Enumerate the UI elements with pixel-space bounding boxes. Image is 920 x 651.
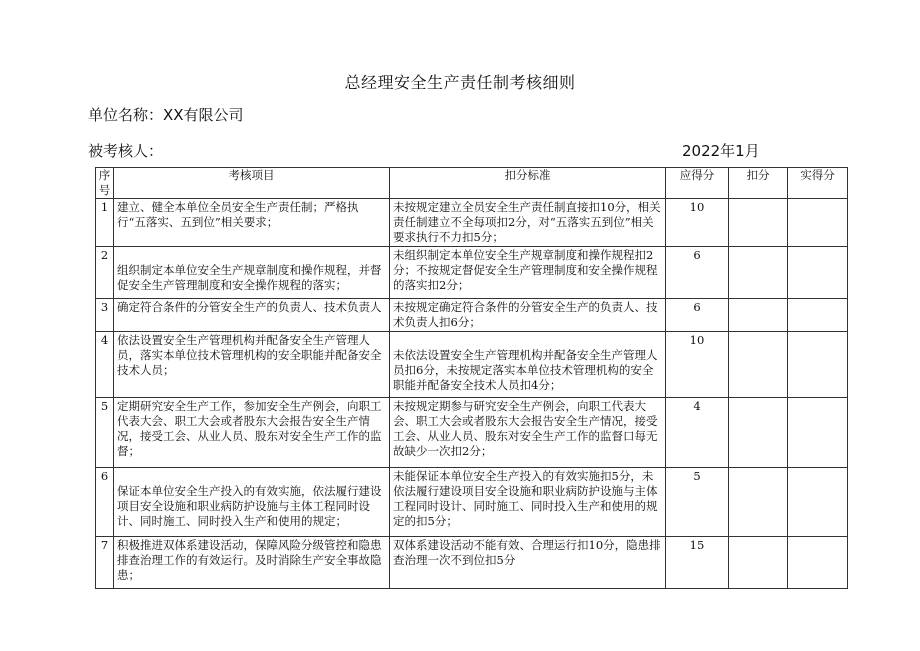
table-row xyxy=(96,299,848,332)
row-points: 5 xyxy=(666,468,729,537)
row-points: 10 xyxy=(666,199,729,247)
row-deduct[interactable] xyxy=(729,247,788,299)
header-points: 应得分 xyxy=(666,168,729,199)
row-deduct[interactable] xyxy=(729,468,788,537)
row-actual[interactable] xyxy=(788,332,848,398)
row-actual[interactable] xyxy=(788,199,848,247)
table-row xyxy=(96,537,848,589)
row-points: 6 xyxy=(666,299,729,332)
row-criteria: 未依法设置安全生产管理机构并配备安全生产管理人员扣6分，未按规定落实本单位技术管理机构的安全职能并配备安全技术人员扣4分； xyxy=(393,348,658,392)
row-points: 15 xyxy=(666,537,729,589)
assessment-date: 2022年1月 xyxy=(682,142,760,160)
row-actual[interactable] xyxy=(788,247,848,299)
row-deduct[interactable] xyxy=(729,299,788,332)
table-header-row xyxy=(96,168,848,199)
row-deduct[interactable] xyxy=(729,332,788,398)
row-no: 2 xyxy=(96,247,114,299)
row-no: 7 xyxy=(96,537,114,589)
row-criteria: 未组织制定本单位安全生产规章制度和操作规程扣2分；不按规定督促安全生产管理制度和安全操作规程的落实扣2分； xyxy=(390,247,666,299)
row-criteria: 未能保证本单位安全生产投入的有效实施扣5分，未依法履行建设项目安全设施和职业病防护设施与主体工程同时设计、同时施工、同时投入生产和使用的规定的扣5分； xyxy=(390,468,666,537)
row-item: 组织制定本单位安全生产规章制度和操作规程，并督促安全生产管理制度和安全操作规程的落实； xyxy=(117,263,382,292)
row-item: 确定符合条件的分管安全生产的负责人、技术负责人 xyxy=(114,299,390,332)
row-no: 6 xyxy=(96,468,114,537)
header-item: 考核项目 xyxy=(114,168,390,199)
row-deduct[interactable] xyxy=(729,537,788,589)
row-no: 3 xyxy=(96,299,114,332)
table-row xyxy=(96,247,848,299)
row-actual[interactable] xyxy=(788,398,848,468)
header-criteria: 扣分标准 xyxy=(390,168,666,199)
header-no: 序号 xyxy=(96,168,114,199)
table-row xyxy=(96,468,848,537)
row-actual[interactable] xyxy=(788,299,848,332)
unit-name-label: 单位名称：XX有限公司 xyxy=(88,106,244,124)
row-no: 1 xyxy=(96,199,114,247)
row-actual[interactable] xyxy=(788,468,848,537)
row-criteria: 未按规定建立全员安全生产责任制直接扣10分，相关责任制建立不全每项扣2分，对“五落实五到位”相关要求执行不力扣5分； xyxy=(390,199,666,247)
header-actual: 实得分 xyxy=(788,168,848,199)
assessment-table xyxy=(95,167,848,589)
row-deduct[interactable] xyxy=(729,199,788,247)
row-criteria: 未按规定期参与研究安全生产例会，向职工代表大会、职工大会或者股东大会报告安全生产情况，接受工会、从业人员、股东对安全生产工作的监督口每无故缺少一次扣2分； xyxy=(390,398,666,468)
row-item: 依法设置安全生产管理机构并配备安全生产管理人员，落实本单位技术管理机构的安全职能并配备安全技术人员； xyxy=(114,332,390,398)
table-row xyxy=(96,199,848,247)
table-row xyxy=(96,398,848,468)
document-title: 总经理安全生产责任制考核细则 xyxy=(344,73,576,92)
examinee-label: 被考核人： xyxy=(88,142,164,160)
table-row xyxy=(96,332,848,398)
row-criteria: 双体系建设活动不能有效、合理运行扣10分，隐患排查治理一次不到位扣5分 xyxy=(390,537,666,589)
row-points: 6 xyxy=(666,247,729,299)
row-points: 10 xyxy=(666,332,729,398)
header-deduct: 扣分 xyxy=(729,168,788,199)
row-no: 5 xyxy=(96,398,114,468)
row-points: 4 xyxy=(666,398,729,468)
row-item: 定期研究安全生产工作，参加安全生产例会，向职工代表大会、职工大会或者股东大会报告安全生产情况，接受工会、从业人员、股东对安全生产工作的监督； xyxy=(114,398,390,468)
row-item: 保证本单位安全生产投入的有效实施，依法履行建设项目安全设施和职业病防护设施与主体工程同时设计、同时施工、同时投入生产和使用的规定； xyxy=(117,484,382,528)
row-actual[interactable] xyxy=(788,537,848,589)
row-no: 4 xyxy=(96,332,114,398)
row-item: 积极推进双体系建设活动，保障风险分级管控和隐患排查治理工作的有效运行。及时消除生产安全事故隐患； xyxy=(114,537,390,589)
row-criteria: 未按规定确定符合条件的分管安全生产的负责人、技术负责人扣6分； xyxy=(390,299,666,332)
row-deduct[interactable] xyxy=(729,398,788,468)
row-item: 建立、健全本单位全员安全生产责任制；严格执行“五落实、五到位”相关要求； xyxy=(114,199,390,247)
